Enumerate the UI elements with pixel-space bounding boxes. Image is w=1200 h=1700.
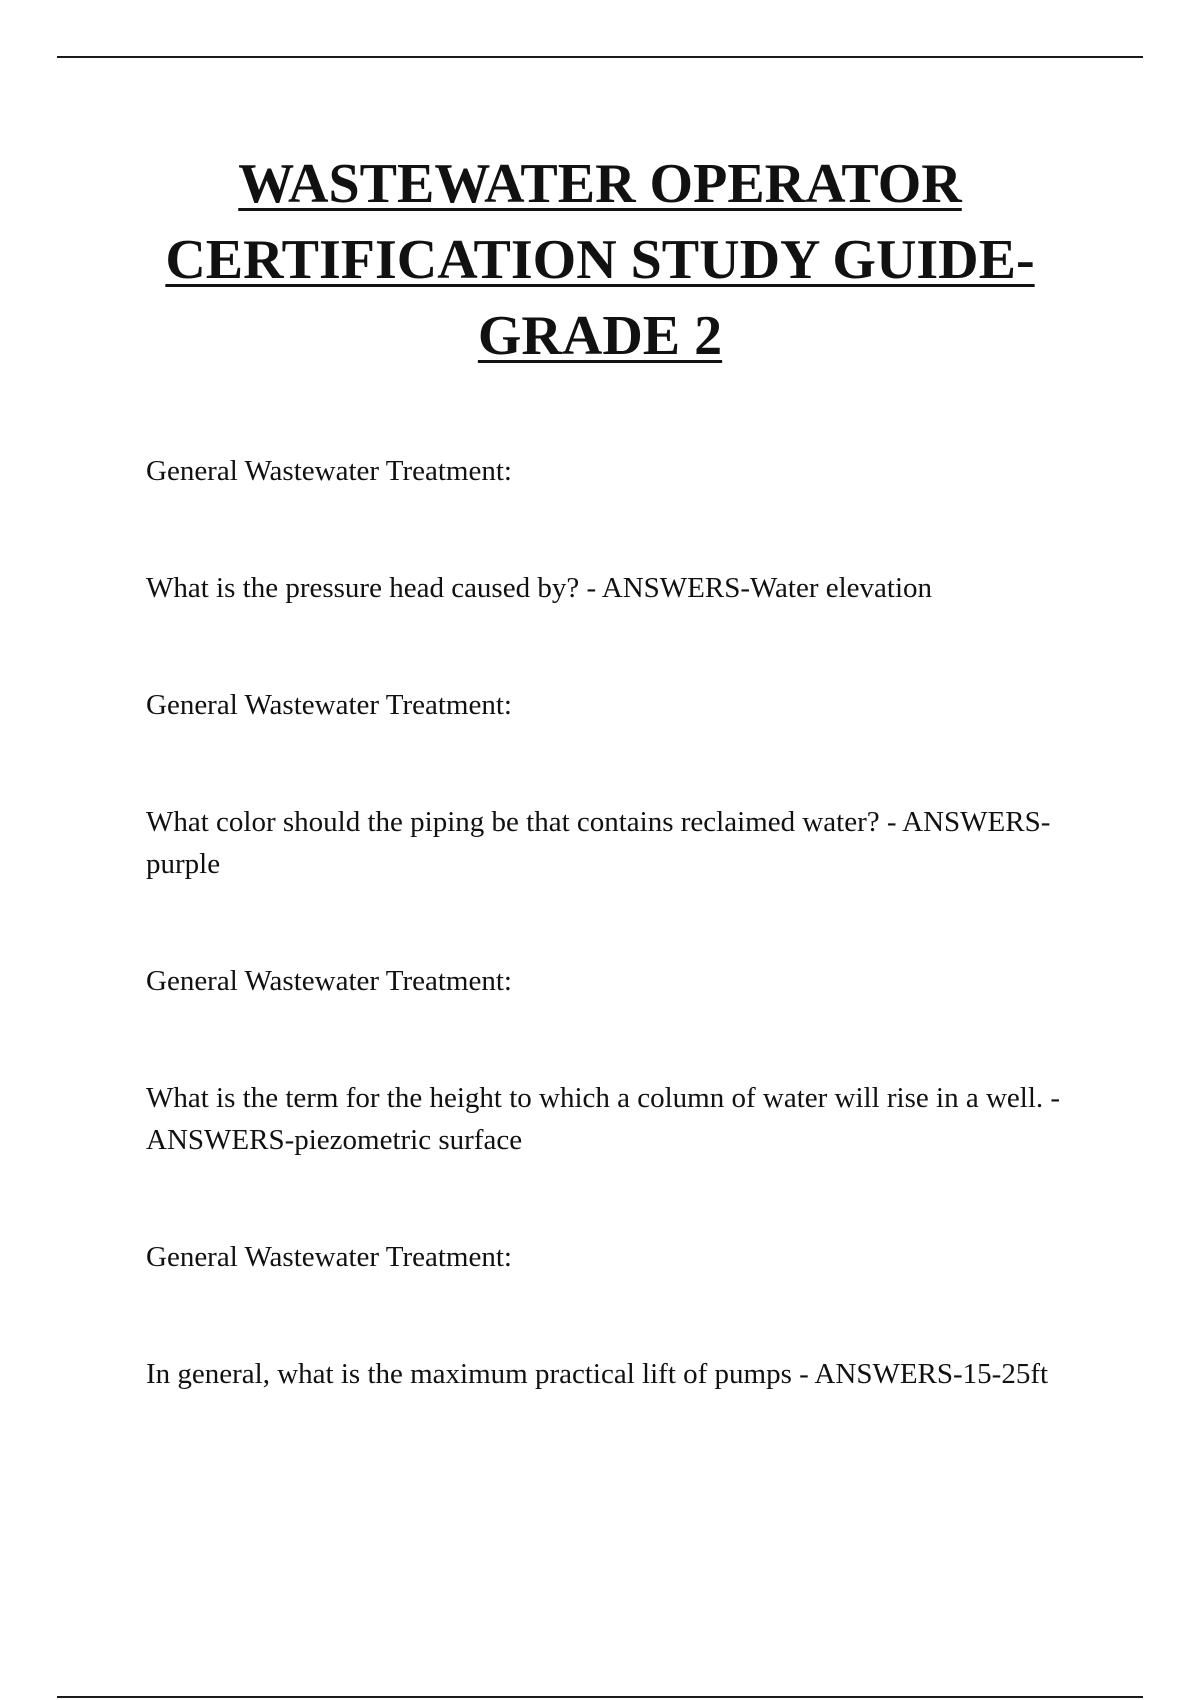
bottom-rule	[57, 1696, 1143, 1698]
section-heading: General Wastewater Treatment:	[146, 1241, 512, 1273]
document-body	[146, 450, 1076, 1395]
qa-entry-4	[146, 1236, 1076, 1395]
section-heading: General Wastewater Treatment:	[146, 455, 512, 487]
section-heading: General Wastewater Treatment:	[146, 965, 512, 997]
title-line-3: GRADE 2	[477, 305, 723, 367]
question-answer: In general, what is the maximum practical lift of pumps - ANSWERS-15-25ft	[146, 1358, 1049, 1390]
question-answer: What is the pressure head caused by? - ANSWERS-Water elevation	[146, 572, 933, 604]
qa-entry-2	[146, 684, 1076, 885]
question-answer: What is the term for the height to which a column of water will rise in a well. - ANSWERS-piezometric surface	[146, 1082, 1061, 1156]
section-heading: General Wastewater Treatment:	[146, 689, 512, 721]
question-answer: What color should the piping be that contains reclaimed water? - ANSWERS-purple	[146, 806, 1051, 880]
qa-entry-1	[146, 450, 1076, 609]
document-title	[100, 146, 1100, 374]
top-rule	[57, 56, 1143, 58]
qa-entry-3	[146, 960, 1076, 1161]
title-line-2: CERTIFICATION STUDY GUIDE-	[165, 229, 1035, 291]
title-line-1: WASTEWATER OPERATOR	[238, 153, 962, 215]
